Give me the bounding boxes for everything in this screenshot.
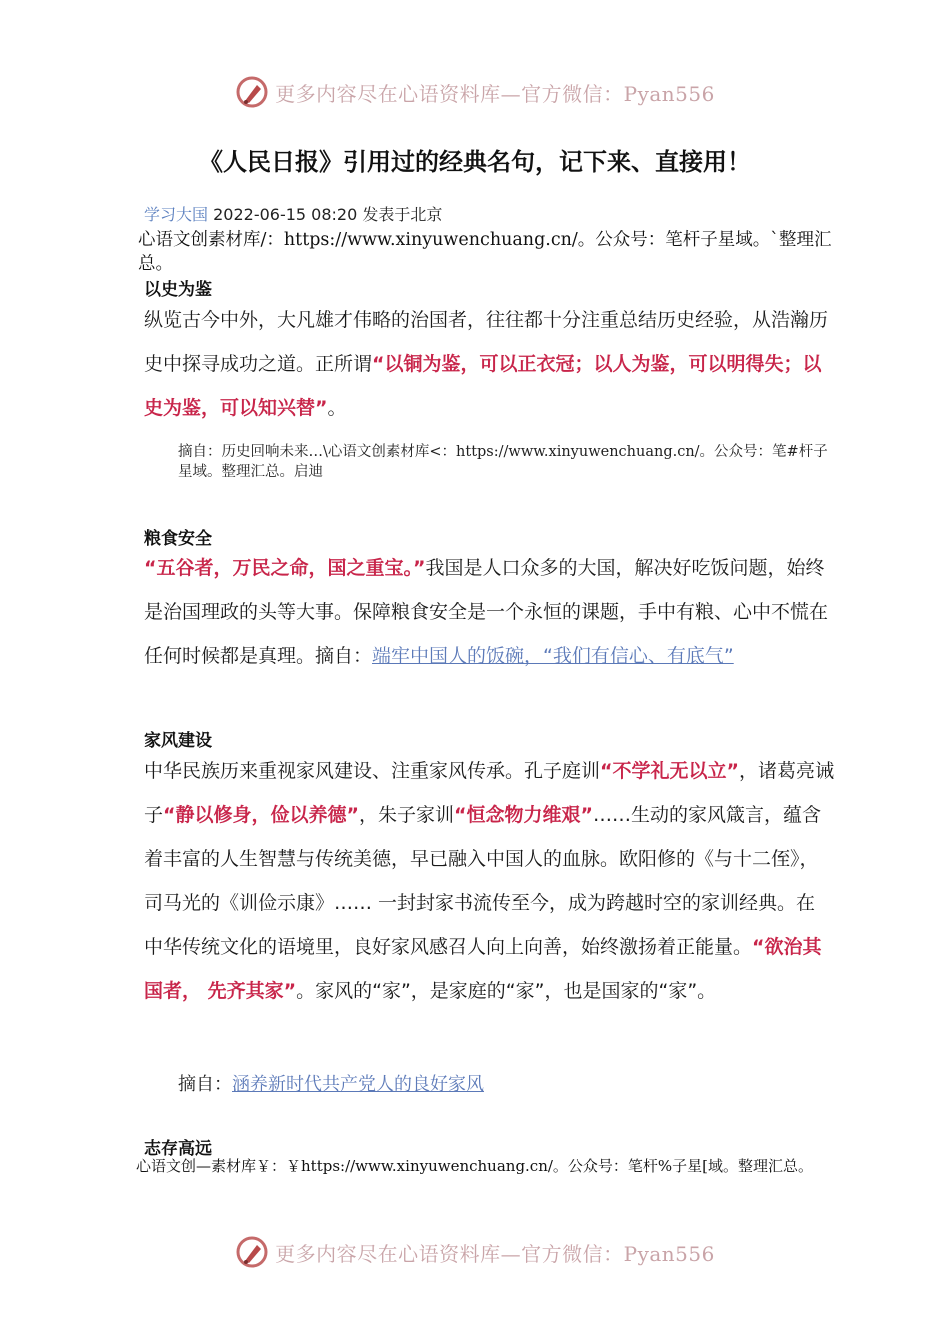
section-paragraph-history	[144, 298, 834, 430]
quote-highlight: “恒念物力维艰”	[454, 804, 593, 826]
banner-text: 更多内容尽在心语资料库—官方微信：Pyan556	[275, 81, 715, 106]
author-link[interactable]: 学习大国	[144, 205, 209, 224]
header-banner	[0, 72, 950, 112]
banner-text: 更多内容尽在心语资料库—官方微信：Pyan556	[275, 1241, 715, 1266]
paragraph-text: ，朱子家训	[359, 804, 455, 826]
section-paragraph-food-security	[144, 546, 834, 678]
paragraph-text: 。	[327, 397, 347, 419]
quote-highlight: “静以修身，俭以养德”	[163, 804, 359, 826]
watermark-note-top: 心语文创素材库/：https://www.xinyuwenchuang.cn/。公众号：笔杆子星域。`整理汇总。	[138, 230, 832, 274]
paragraph-text: 。家风的“家”，是家庭的“家”，也是国家的“家”。	[296, 980, 717, 1002]
quote-highlight: “五谷者，万民之命，国之重宝。”	[144, 557, 426, 579]
footer-banner	[0, 1232, 950, 1272]
source-note-history: 摘自：历史回响未来…\心语文创素材库<：https://www.xinyuwenchuang.cn/。公众号：笔#杆子星域。整理汇总。启迪	[178, 444, 828, 480]
quote-highlight: “以铜为鉴，可以正衣冠；以人为鉴，可以明得失；以史为鉴，可以知兴替”	[144, 353, 822, 419]
section-heading-food-security: 粮食安全	[144, 529, 212, 549]
watermark-note-bottom: 心语文创—素材库￥：￥https://www.xinyuwenchuang.cn/。公众号：笔杆%子星[域。整理汇总。	[136, 1157, 814, 1175]
section-heading-history: 以史为鉴	[144, 280, 212, 300]
quote-highlight: “不学礼无以立”	[600, 760, 739, 782]
paragraph-text: 我国是人口众多的大国，解决好吃饭问题，始终是治国理政的头等大事。保障粮食安全是一个永恒的课题，手中有粮、心中不慌在任何时候都是真理。摘自：	[144, 557, 829, 667]
excerpt-label: 摘自：	[178, 1074, 232, 1095]
fountain-pen-logo-icon	[235, 1235, 269, 1269]
paragraph-text: 纵览古今中外，大凡雄才伟略的治国者，往往都十分注重总结历史经验，从浩瀚历史中探寻成功之道。正所谓	[144, 309, 829, 375]
publish-date: 2022-06-15 08:20 发表于北京	[213, 205, 443, 224]
article-title: 《人民日报》引用过的经典名句，记下来、直接用！	[199, 148, 751, 176]
fountain-pen-logo-icon	[235, 75, 269, 109]
section-paragraph-family-tradition	[144, 749, 834, 1013]
section-heading-family-tradition: 家风建设	[144, 731, 212, 751]
excerpt-family-tradition	[178, 1070, 484, 1096]
paragraph-text: 中华民族历来重视家风建设、注重家风传承。孔子庭训	[144, 760, 601, 782]
article-link-family-style[interactable]: 涵养新时代共产党人的良好家风	[232, 1074, 484, 1095]
paragraph-text: ，诸葛亮诫子	[144, 760, 835, 826]
section-heading-ambition: 志存高远	[144, 1139, 212, 1159]
article-link-rice-bowl[interactable]: 端牢中国人的饭碗，“我们有信心、有底气”	[372, 645, 734, 667]
article-meta	[144, 202, 442, 225]
paragraph-text: ……生动的家风箴言，蕴含着丰富的人生智慧与传统美德，早已融入中国人的血脉。欧阳修的《与十二侄》，司马光的《训俭示康》…… 一封封家书流传至今，成为跨越时空的家训经典。在中华传统文化的语境里，良好家风感召人向上向善，始终激扬着正能量。	[144, 804, 822, 958]
quote-highlight: “欲治其国者， 先齐其家”	[144, 936, 822, 1002]
